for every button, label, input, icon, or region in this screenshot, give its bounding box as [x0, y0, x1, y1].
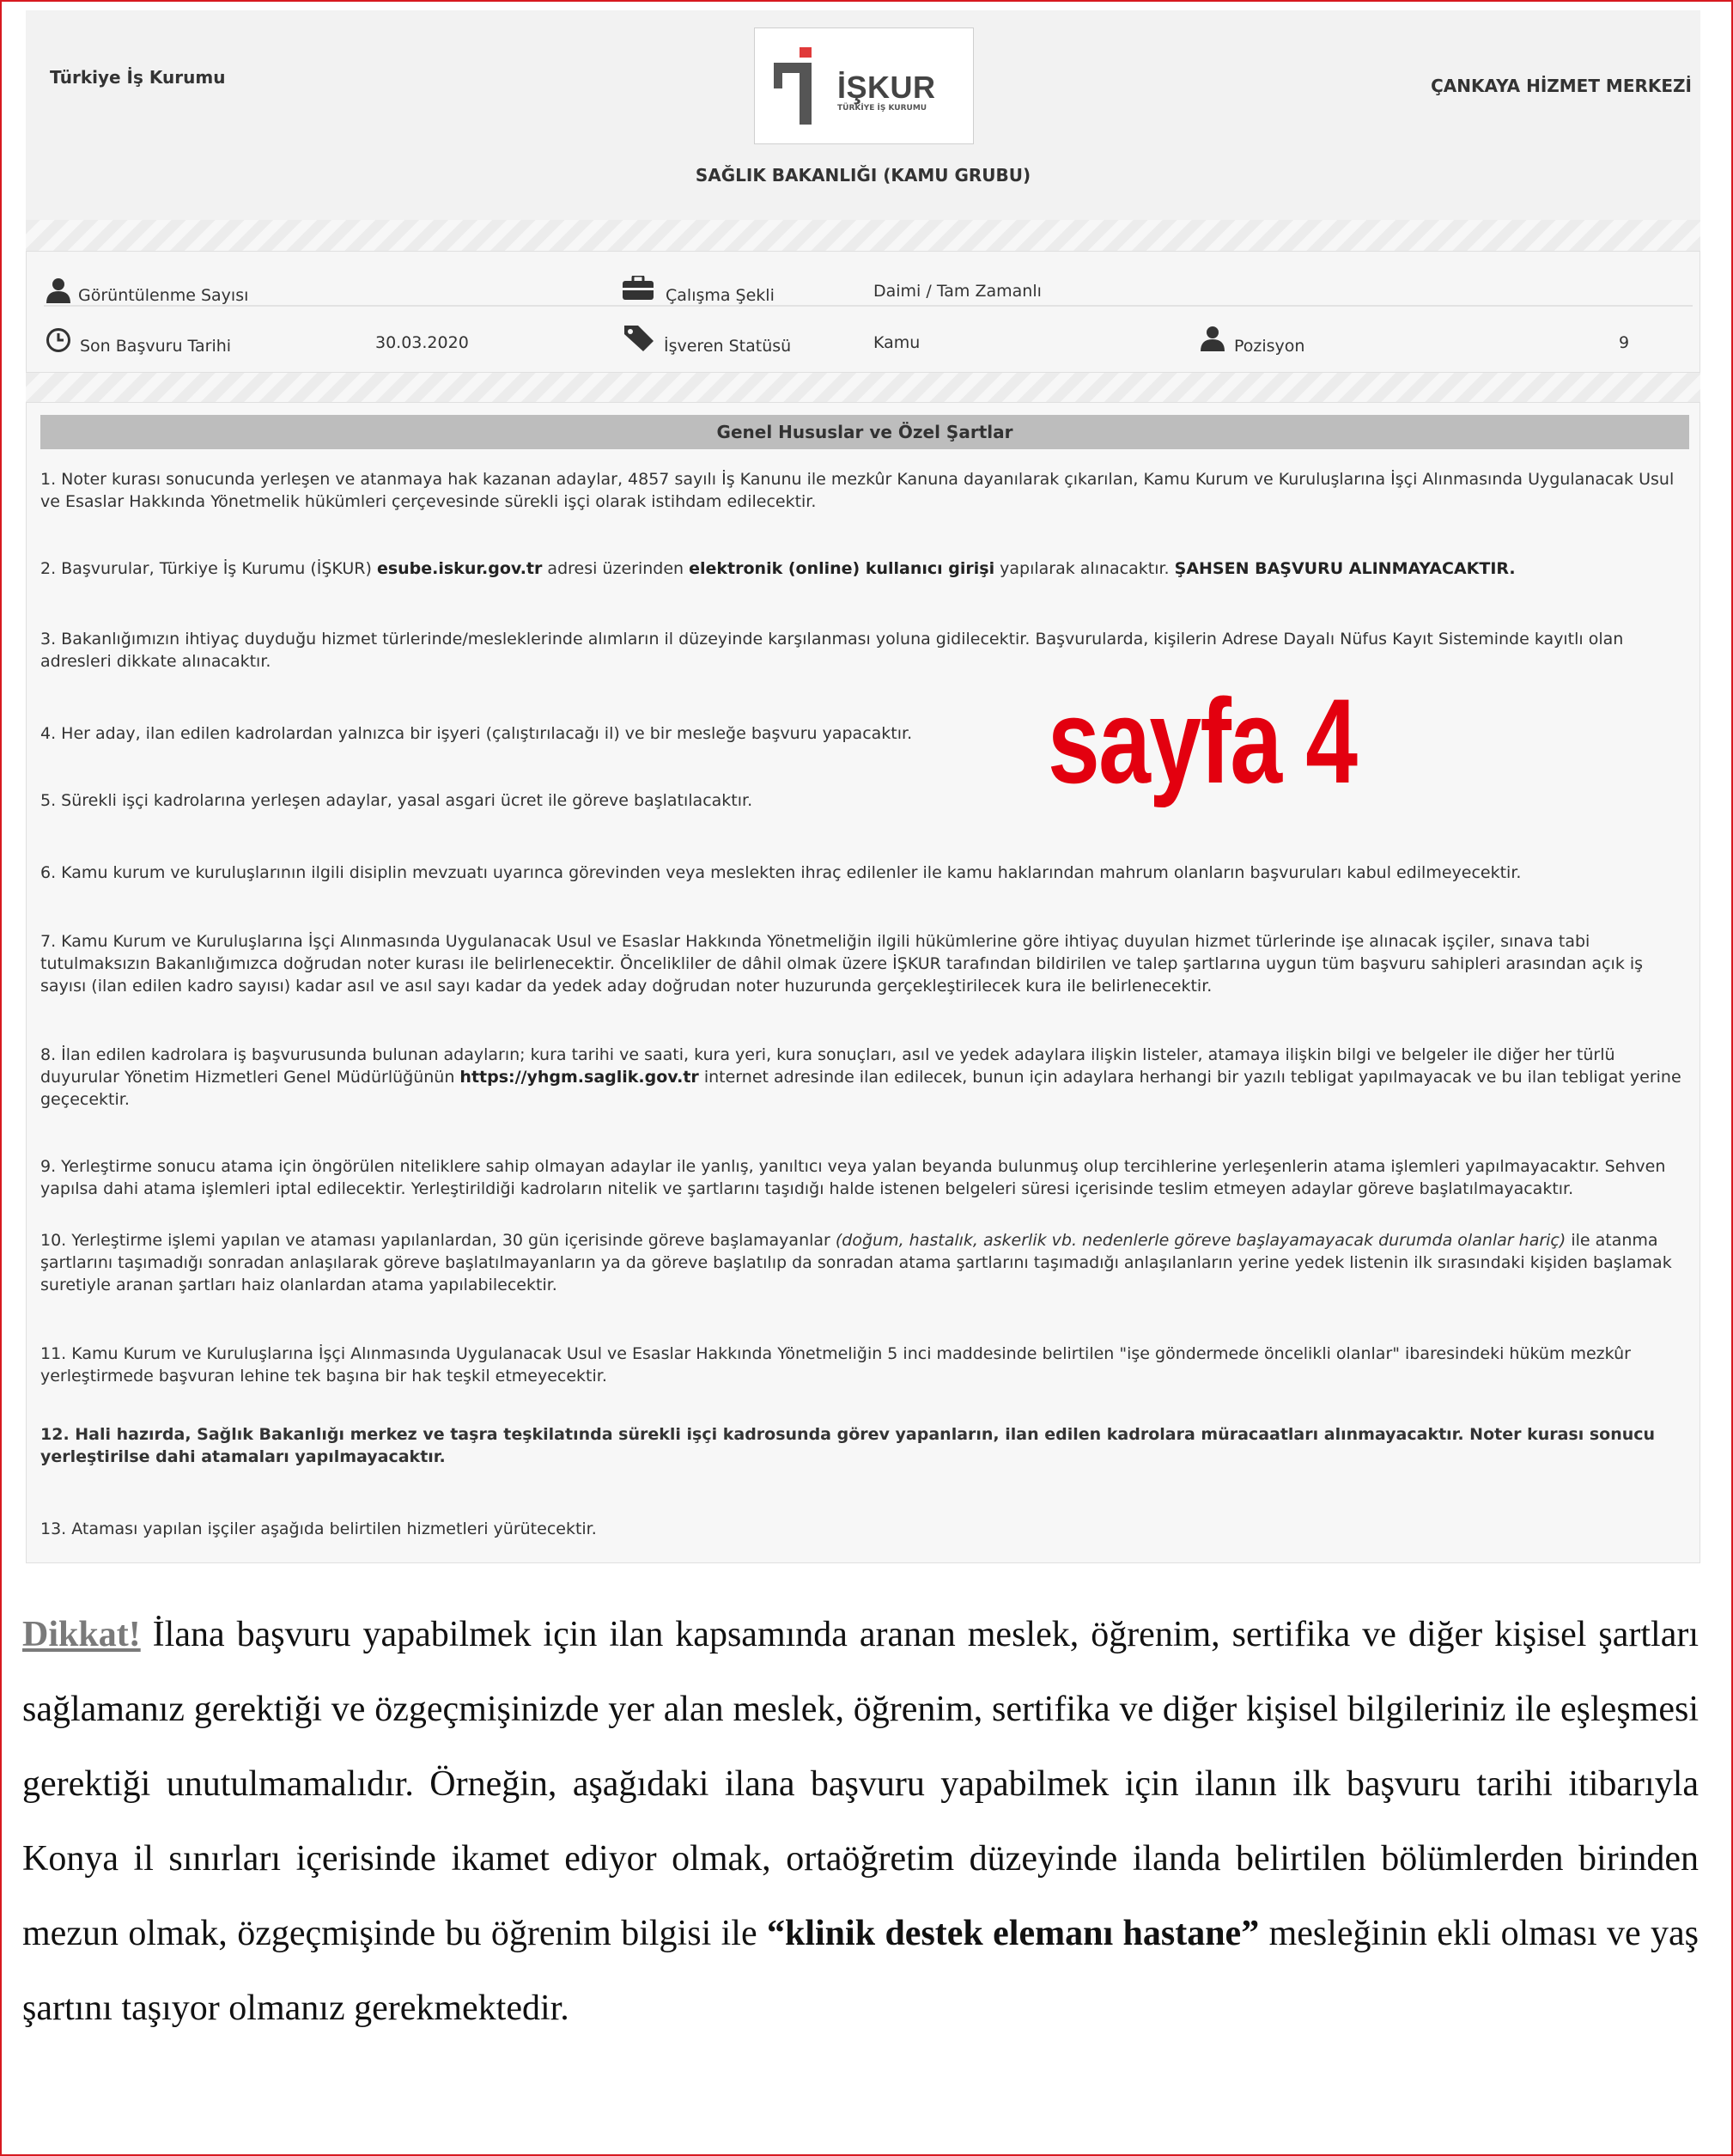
terms-title: Genel Hususlar ve Özel Şartlar — [40, 415, 1689, 449]
views-label: Görüntülenme Sayısı — [78, 286, 249, 305]
logo-subtitle: TÜRKİYE İŞ KURUMU — [837, 104, 927, 113]
employer-title: SAĞLIK BAKANLIĞI (KAMU GRUBU) — [695, 165, 1031, 186]
service-center-name: ÇANKAYA HİZMET MERKEZİ — [1431, 76, 1692, 96]
term-item-7: 7. Kamu Kurum ve Kuruluşlarına İşçi Alınmasında Uygulanacak Usul ve Esaslar Hakkında Yönetmeliğin ilgili hükümlerine göre ihtiyaç duyulan hizmet türlerinde işe alınacak işçiler, sınava tabi tutulmaksızın Bakanlığımızca doğrudan noter kurası ile belirlenecektir. Öncelikliler de dâhil olmak üzere İŞKUR tarafından bildirilen ve talep şartlarına uygun tüm başvuru sahipleri arasından açık iş sayısı (ilan edilen kadro sayısı) kadar asıl ve asıl sayı kadar da yedek aday doğrudan noter huzurunda gerçekleştirilecek kura ile belirlenecektir. — [40, 932, 1644, 996]
iskur-logo — [754, 27, 974, 144]
warning-label: Dikkat! — [22, 1615, 141, 1654]
listing-info-panel — [26, 251, 1700, 373]
warning-note: Dikkat! İlana başvuru yapabilmek için ilan kapsamında aranan meslek, öğrenim, sertifika ve diğer kişisel şartları sağlamanız gerektiği ve özgeçmişinizde yer alan meslek, öğrenim, sertifika ve diğer kişisel bilgileriniz ile eşleşmesi gerektiği unutulmamalıdır. Örneğin, aşağıdaki ilana başvuru yapabilmek için ilanın ilk başvuru tarihi itibarıyla Konya il sınırları içerisinde ikamet ediyor olmak, ortaöğretim düzeyinde ilanda belirtilen bölümlerden birinden mezun olmak, özgeçmişinde bu öğrenim bilgisi ile “klinik destek elemanı hastane” mesleğinin ekli olması ve yaş şartını taşıyor olmanız gerekmektedir. — [22, 1615, 1700, 2028]
employer-status-value: Kamu — [873, 333, 921, 352]
deadline-label: Son Başvuru Tarihi — [80, 337, 232, 356]
term-item-13: 13. Ataması yapılan işçiler aşağıda belirtilen hizmetleri yürütecektir. — [40, 1520, 597, 1538]
position-user-icon — [1200, 326, 1225, 351]
term-item-1: 1. Noter kurası sonucunda yerleşen ve atanmaya hak kazanan adaylar, 4857 sayılı İş Kanunu ile mezkûr Kanuna dayanılarak çıkarılan, Kamu Kurum ve Kuruluşlarına İşçi Alınmasında Uygulanacak Usul ve Esaslar Hakkında Yönetmelik hükümleri çerçevesinde sürekli işçi olarak istihdam edilecektir. — [40, 470, 1675, 511]
info-row-divider — [44, 305, 1693, 307]
work-type-label: Çalışma Şekli — [666, 286, 775, 305]
position-label: Pozisyon — [1234, 337, 1305, 356]
employer-status-label: İşveren Statüsü — [664, 337, 792, 356]
iskur-logo-icon — [774, 47, 834, 125]
term-item-12: 12. Hali hazırda, Sağlık Bakanlığı merkez ve taşra teşkilatında sürekli işçi kadrosunda görev yapanların, ilan edilen kadrolara müracaatları alınmayacaktır. Noter kurası sonucu yerleştirilse dahi atamaları yapılmayacaktır. — [40, 1425, 1656, 1466]
pattern-divider — [26, 220, 1700, 251]
pattern-divider-2 — [26, 373, 1700, 402]
term-item-11: 11. Kamu Kurum ve Kuruluşlarına İşçi Alınmasında Uygulanacak Usul ve Esaslar Hakkında Yönetmeliğin 5 inci maddesinde belirtilen "işe göndermede öncelikli olanlar" ibaresindeki hüküm mezkûr yerleştirmede başvuran lehine tek başına bir hak teşkil etmeyecektir. — [40, 1344, 1631, 1386]
term-item-10: 10. Yerleştirme işlemi yapılan ve ataması yapılanlardan, 30 gün içerisinde göreve başlamayanlar (doğum, hastalık, askerlik vb. nedenlerle göreve başlayamayacak durumda olanlar hariç) ile atanma şartlarını taşımadığı sonradan anlaşılarak göreve başlatılmayanların ya da göreve başlatılıp da sonradan atama şartlarını taşımadığı anlaşılanların yerine yedek listenin ilk sırasındaki kişiden başlamak suretiyle aranan şartları haiz olanlardan atama yapılabilecektir. — [40, 1231, 1672, 1294]
user-icon — [46, 277, 71, 303]
term-item-5: 5. Sürekli işçi kadrolarına yerleşen adaylar, yasal asgari ücret ile göreve başlatılacaktır. — [40, 791, 753, 810]
term-item-2: 2. Başvurular, Türkiye İş Kurumu (İŞKUR) esube.iskur.gov.tr adresi üzerinden elektronik (online) kullanıcı girişi yapılarak alınacaktır. ŞAHSEN BAŞVURU ALINMAYACAKTIR. — [40, 559, 1516, 578]
page-number-stamp: sayfa 4 — [1048, 673, 1357, 808]
briefcase-icon — [623, 276, 654, 300]
term-item-9: 9. Yerleştirme sonucu atama için öngörülen niteliklere sahip olmayan adaylar ile yanlış, yanıltıcı veya yalan beyanda bulunmuş olup tercihlerine yerleşenlerin atama işlemleri yapılmayacaktır. Sehven yapılsa dahi atama işlemleri iptal edilecektir. Yerleştirildiği kadroların nitelik ve şartlarını taşıdığı halde istenen belgeleri süresi içerisinde teslim etmeyen adaylar göreve başlatılmayacaktır. — [40, 1157, 1666, 1198]
logo-wordmark: İŞKUR — [837, 70, 936, 105]
term-item-6: 6. Kamu kurum ve kuruluşlarının ilgili disiplin mevzuatı uyarınca görevinden veya meslekten ihraç edilenler ile kamu haklarından mahrum olanların başvuruları kabul edilmeyecektir. — [40, 863, 1522, 882]
terms-panel — [26, 402, 1700, 1563]
job-listing-screenshot — [26, 10, 1700, 1563]
work-type-value: Daimi / Tam Zamanlı — [873, 282, 1042, 301]
profession-name: “klinik destek elemanı hastane” — [766, 1914, 1260, 1953]
listing-header — [26, 10, 1700, 221]
deadline-value: 30.03.2020 — [375, 333, 469, 352]
clock-icon — [46, 327, 71, 353]
organization-name: Türkiye İş Kurumu — [50, 67, 226, 88]
position-value: 9 — [1619, 333, 1630, 352]
tag-icon — [624, 326, 654, 351]
term-item-4: 4. Her aday, ilan edilen kadrolardan yalnızca bir işyeri (çalıştırılacağı il) ve bir mesleğe başvuru yapacaktır. — [40, 724, 913, 743]
term-item-3: 3. Bakanlığımızın ihtiyaç duyduğu hizmet türlerinde/mesleklerinde alımların il düzeyinde karşılanması yoluna gidilecektir. Başvurularda, kişilerin Adrese Dayalı Nüfus Kayıt Sisteminde kayıtlı olan adresleri dikkate alınacaktır. — [40, 630, 1624, 671]
term-item-8: 8. İlan edilen kadrolara iş başvurusunda bulunan adayların; kura tarihi ve saati, kura yeri, kura sonuçları, asıl ve yedek adaylara ilişkin listeler, atamaya ilişkin bilgi ve belgeler ile diğer her türlü duyurular Yönetim Hizmetleri Genel Müdürlüğünün https://yhgm.saglik.gov.tr internet adresinde ilan edilecek, bunun için adaylara herhangi bir yazılı tebligat yapılmayacak ve bu ilan tebligat yerine geçecektir. — [40, 1045, 1681, 1109]
